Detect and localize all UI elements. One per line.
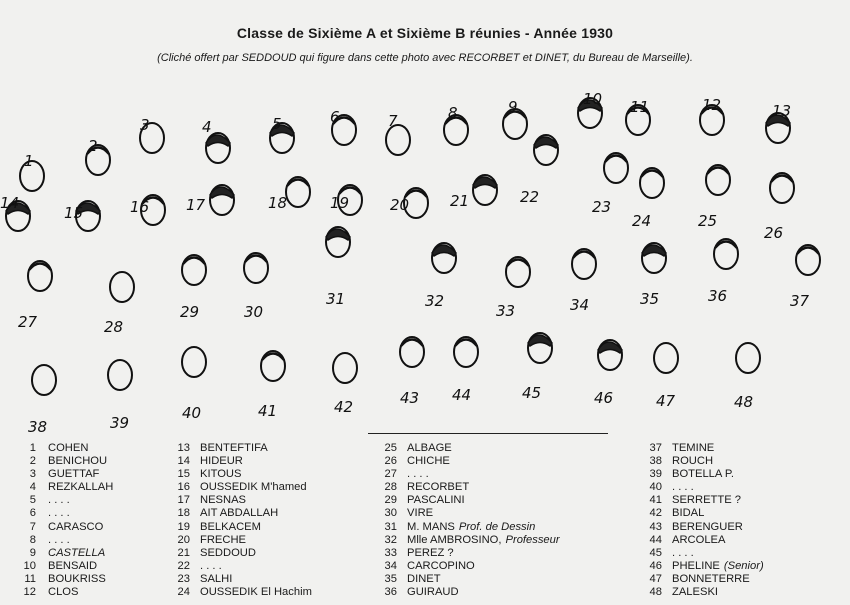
legend-entry	[18, 521, 113, 534]
entry-number: 9	[29, 546, 36, 559]
legend-entry	[18, 586, 113, 599]
legend-entry	[383, 586, 560, 599]
entry-number: 47	[649, 572, 662, 585]
entry-name: GUIRAUD	[407, 586, 459, 599]
entry-number: 10	[23, 559, 36, 572]
face-sketch	[764, 173, 794, 242]
entry-number: 42	[649, 507, 662, 520]
entry-name: . . . .	[407, 468, 429, 481]
legend-entry	[648, 455, 764, 468]
face-number-label: 12	[702, 96, 722, 114]
face-sketch	[326, 227, 350, 308]
legend-entry	[383, 481, 560, 494]
legend-entry	[648, 534, 764, 547]
entry-name: . . . .	[672, 546, 694, 559]
head-outline	[182, 255, 206, 285]
face-sketch	[400, 337, 424, 407]
entry-number: 16	[177, 481, 190, 494]
head-outline	[736, 343, 760, 373]
entry-number: 37	[649, 442, 662, 454]
face-sketch	[698, 165, 730, 230]
entry-name: PHELINE	[672, 559, 720, 572]
face-sketch	[734, 343, 760, 411]
face-number-label: 15	[64, 204, 84, 222]
entry-name: RECORBET	[407, 481, 470, 494]
entry-number: 32	[384, 533, 397, 546]
entry-number: 44	[649, 533, 662, 546]
entry-number: 24	[177, 586, 190, 599]
face-sketch	[86, 137, 110, 175]
face-number-label: 13	[772, 102, 792, 120]
entry-number: 2	[29, 455, 36, 468]
head-outline	[261, 351, 285, 381]
divider-line	[368, 433, 608, 434]
legend-entry	[648, 586, 764, 599]
entry-number: 36	[384, 586, 397, 599]
head-outline	[244, 253, 268, 283]
entry-name: SEDDOUD	[200, 546, 256, 559]
entry-number: 29	[384, 494, 397, 507]
entry-number: 13	[177, 442, 190, 454]
face-number-label: 20	[390, 196, 410, 214]
entry-number: 31	[384, 520, 397, 533]
face-number-label: 26	[764, 224, 784, 242]
face-sketch	[268, 177, 310, 212]
face-number-label: 38	[28, 418, 48, 436]
legend-column-4	[648, 442, 764, 599]
head-outline	[770, 173, 794, 203]
legend-entry	[648, 442, 764, 455]
face-number-label: 28	[104, 318, 124, 336]
face-sketch	[522, 333, 552, 402]
entry-number: 12	[23, 586, 36, 599]
entry-name: ROUCH	[672, 455, 714, 468]
legend-entry	[383, 560, 560, 573]
entry-name: REZKALLAH	[48, 481, 114, 494]
head-outline	[506, 257, 530, 287]
face-number-label: 39	[110, 414, 130, 432]
head-outline	[454, 337, 478, 367]
entry-number: 45	[649, 546, 662, 559]
face-number-label: 30	[244, 303, 264, 321]
page-title: Classe de Sixième A et Sixième B réunies - Année 1930	[236, 25, 614, 41]
legend-entry	[18, 442, 113, 455]
face-sketch	[520, 135, 558, 206]
face-number-label: 16	[130, 198, 150, 216]
face-sketch	[18, 261, 52, 331]
entry-number: 40	[649, 481, 662, 494]
entry-name: CARCOPINO	[407, 559, 475, 572]
head-outline	[108, 360, 132, 390]
entry-number: 34	[384, 559, 397, 572]
face-number-label: 4	[202, 118, 212, 136]
head-outline	[286, 177, 310, 207]
entry-number: 6	[29, 507, 36, 520]
head-outline	[640, 168, 664, 198]
legend-entry	[176, 442, 312, 455]
entry-name: ARCOLEA	[672, 533, 726, 546]
head-outline	[796, 245, 820, 275]
face-number-label: 36	[708, 287, 728, 305]
entry-name: CHICHE	[407, 455, 450, 468]
face-number-label: 35	[640, 290, 660, 308]
face-sketch	[28, 365, 56, 436]
entry-name: AIT ABDALLAH	[200, 507, 279, 520]
entry-number: 39	[649, 468, 662, 481]
head-outline	[32, 365, 56, 395]
entry-name: BONNETERRE	[672, 572, 750, 585]
face-number-label: 25	[698, 212, 718, 230]
face-sketch	[640, 243, 666, 308]
entry-name: KITOUS	[200, 468, 242, 481]
head-outline	[654, 343, 678, 373]
face-sketch	[444, 104, 468, 145]
face-sketch	[452, 337, 478, 404]
face-number-label: 32	[425, 292, 445, 310]
legend-entry	[176, 455, 312, 468]
entry-number: 15	[177, 468, 190, 481]
legend-entry	[648, 547, 764, 560]
face-number-label: 17	[186, 196, 206, 214]
face-number-label: 11	[630, 98, 650, 116]
face-number-label: 3	[140, 116, 150, 134]
entry-name: CASTELLA	[48, 546, 106, 559]
entry-name: . . . .	[48, 494, 70, 507]
entry-name: BENSAID	[48, 559, 98, 572]
head-outline	[572, 249, 596, 279]
face-sketch	[626, 98, 650, 135]
entry-name: BERENGUER	[672, 520, 743, 533]
entry-name: M. MANS	[407, 520, 455, 533]
face-number-label: 21	[450, 192, 470, 210]
head-outline	[110, 272, 134, 302]
entry-name: SALHI	[200, 572, 233, 585]
entry-number: 30	[384, 507, 397, 520]
entry-note: Professeur	[505, 533, 560, 546]
entry-number: 35	[384, 572, 397, 585]
face-number-label: 31	[326, 290, 346, 308]
face-number-label: 40	[182, 404, 202, 422]
legend-entry	[18, 481, 113, 494]
face-number-label: 8	[448, 104, 458, 122]
legend-entry	[176, 547, 312, 560]
face-number-label: 37	[790, 292, 810, 310]
entry-number: 21	[177, 546, 190, 559]
face-number-label: 34	[570, 296, 590, 314]
entry-number: 7	[29, 520, 36, 533]
entry-number: 27	[384, 468, 397, 481]
face-number-label: 22	[520, 188, 540, 206]
legend-entry	[176, 534, 312, 547]
face-sketch	[104, 272, 134, 336]
head-outline	[333, 353, 357, 383]
face-sketch	[425, 243, 456, 310]
legend-entry	[383, 494, 560, 507]
face-number-label: 42	[334, 398, 354, 416]
entry-number: 1	[29, 442, 36, 454]
entry-name: FRECHE	[200, 533, 246, 546]
legend-entry	[383, 534, 560, 547]
face-number-label: 48	[734, 393, 754, 411]
legend-entry	[176, 586, 312, 599]
face-sketch	[130, 195, 165, 225]
entry-number: 4	[29, 481, 36, 494]
legend-entry	[18, 573, 113, 586]
legend-column-2	[176, 442, 312, 599]
face-sketch	[390, 188, 428, 218]
face-sketch	[140, 116, 164, 153]
entry-name: BENICHOU	[48, 455, 108, 468]
legend-column-3	[383, 442, 560, 599]
entry-name: COHEN	[48, 442, 89, 454]
entry-number: 23	[177, 572, 190, 585]
legend-entry	[18, 494, 113, 507]
entry-number: 18	[177, 507, 190, 520]
face-sketch	[790, 245, 820, 310]
face-sketch	[766, 102, 791, 143]
entry-name: OUSSEDIK M'hamed	[200, 481, 307, 494]
entry-name: . . . .	[200, 559, 222, 572]
face-number-label: 46	[594, 389, 614, 407]
entry-name: CARASCO	[48, 520, 104, 533]
entry-name: . . . .	[48, 507, 70, 520]
head-outline	[182, 347, 206, 377]
face-sketch	[592, 153, 628, 216]
entry-number: 43	[649, 520, 662, 533]
entry-name: PASCALINI	[407, 494, 465, 507]
legend-entry	[383, 573, 560, 586]
legend-entry	[176, 521, 312, 534]
legend-column-1	[18, 442, 113, 599]
legend-entry	[648, 481, 764, 494]
face-number-label: 7	[388, 112, 398, 130]
entry-number: 8	[29, 533, 36, 546]
face-sketch	[330, 108, 356, 145]
entry-note: Prof. de Dessin	[458, 520, 536, 533]
entry-number: 41	[649, 494, 662, 507]
entry-name: BELKACEM	[200, 520, 261, 533]
legend-entry	[18, 534, 113, 547]
legend-entry	[648, 468, 764, 481]
entry-number: 46	[649, 559, 662, 572]
face-number-label: 14	[0, 194, 20, 212]
face-number-label: 29	[180, 303, 200, 321]
face-number-label: 10	[583, 90, 603, 108]
face-sketch	[202, 118, 230, 163]
entry-name: Mlle AMBROSINO,	[407, 533, 502, 546]
face-sketch	[258, 351, 285, 420]
face-number-label: 41	[258, 402, 278, 420]
head-outline	[604, 153, 628, 183]
legend-entry	[18, 547, 113, 560]
entry-number: 14	[177, 455, 190, 468]
entry-name: SERRETTE ?	[672, 494, 742, 507]
head-outline	[400, 337, 424, 367]
entry-name: BENTEFTIFA	[200, 442, 268, 454]
photo-credit: (Cliché offert par SEDDOUD qui figure dans cette photo avec RECORBET et DINET, du Bureau de Marseille).	[157, 52, 693, 64]
legend-entry	[648, 494, 764, 507]
face-number-label: 45	[522, 384, 542, 402]
entry-name: GUETTAF	[48, 468, 100, 481]
legend-entry	[383, 455, 560, 468]
face-sketch	[333, 353, 357, 416]
entry-number: 28	[384, 481, 397, 494]
face-sketch	[386, 112, 410, 155]
entry-name: BIDAL	[672, 507, 705, 520]
entry-name: ZALESKI	[672, 586, 719, 599]
face-sketch	[108, 360, 132, 432]
face-number-label: 23	[592, 198, 612, 216]
entry-number: 20	[177, 533, 190, 546]
face-sketch	[182, 347, 206, 422]
legend-entry	[176, 507, 312, 520]
entry-name: TEMINE	[672, 442, 715, 454]
face-sketch	[330, 185, 362, 215]
legend-entry	[648, 560, 764, 573]
entry-number: 3	[29, 468, 36, 481]
entry-note: (Senior)	[723, 559, 764, 572]
legend-entry	[176, 560, 312, 573]
face-number-label: 5	[272, 115, 282, 133]
entry-name: . . . .	[672, 481, 694, 494]
legend-entry	[176, 573, 312, 586]
entry-name: HIDEUR	[200, 455, 243, 468]
face-sketch	[180, 255, 206, 321]
legend-entry	[383, 547, 560, 560]
face-number-label: 24	[632, 212, 652, 230]
entry-name: NESNAS	[200, 494, 247, 507]
legend-entry	[648, 521, 764, 534]
head-outline	[714, 239, 738, 269]
entry-name: . . . .	[48, 533, 70, 546]
legend-entry	[18, 560, 113, 573]
face-number-label: 33	[496, 302, 516, 320]
face-number-label: 1	[24, 152, 34, 170]
entry-number: 22	[177, 559, 190, 572]
entry-number: 38	[649, 455, 662, 468]
entry-number: 17	[177, 494, 190, 507]
entry-number: 48	[649, 586, 662, 599]
entry-name: BOTELLA P.	[672, 468, 734, 481]
face-number-label: 2	[88, 137, 98, 155]
legend-entry	[383, 468, 560, 481]
face-number-label: 18	[268, 194, 288, 212]
head-outline	[28, 261, 52, 291]
face-sketch	[496, 257, 530, 320]
face-sketch	[654, 343, 678, 410]
entry-number: 11	[24, 572, 36, 585]
face-sketch	[578, 90, 602, 128]
face-number-label: 44	[452, 386, 472, 404]
entry-number: 33	[384, 546, 397, 559]
entry-number: 19	[177, 520, 190, 533]
face-sketch	[708, 239, 738, 305]
face-sketch	[632, 168, 664, 230]
entry-name: CLOS	[48, 586, 79, 599]
face-sketch	[594, 340, 622, 407]
face-sketch	[503, 98, 527, 139]
face-sketch	[570, 249, 596, 314]
legend-entry	[383, 442, 560, 455]
face-sketch	[450, 175, 497, 210]
face-sketch	[0, 194, 30, 231]
face-number-label: 27	[18, 313, 38, 331]
entry-number: 25	[384, 442, 397, 454]
legend-entry	[383, 521, 560, 534]
face-sketch	[270, 115, 294, 153]
legend-entry	[18, 455, 113, 468]
entry-name: BOUKRISS	[48, 572, 106, 585]
entry-name: DINET	[407, 572, 441, 585]
face-number-label: 6	[330, 108, 340, 126]
entry-name: ALBAGE	[407, 442, 452, 454]
legend-entry	[18, 468, 113, 481]
face-number-label: 9	[508, 98, 518, 116]
legend-entry	[18, 507, 113, 520]
face-number-label: 43	[400, 389, 420, 407]
legend-entry	[648, 507, 764, 520]
face-sketch	[186, 185, 234, 215]
entry-name: PEREZ ?	[407, 546, 454, 559]
legend-entry	[176, 494, 312, 507]
face-sketch	[700, 96, 724, 135]
legend-entry	[383, 507, 560, 520]
head-outline	[706, 165, 730, 195]
face-number-label: 47	[656, 392, 676, 410]
face-sketch	[64, 201, 100, 231]
entry-number: 26	[384, 455, 397, 468]
legend-entry	[176, 468, 312, 481]
entry-number: 5	[29, 494, 36, 507]
face-sketch	[244, 253, 268, 321]
legend-entry	[176, 481, 312, 494]
face-sketch	[20, 152, 44, 191]
entry-name: OUSSEDIK El Hachim	[200, 586, 312, 599]
legend-entry	[648, 573, 764, 586]
face-number-label: 19	[330, 194, 350, 212]
entry-name: VIRE	[407, 507, 434, 520]
